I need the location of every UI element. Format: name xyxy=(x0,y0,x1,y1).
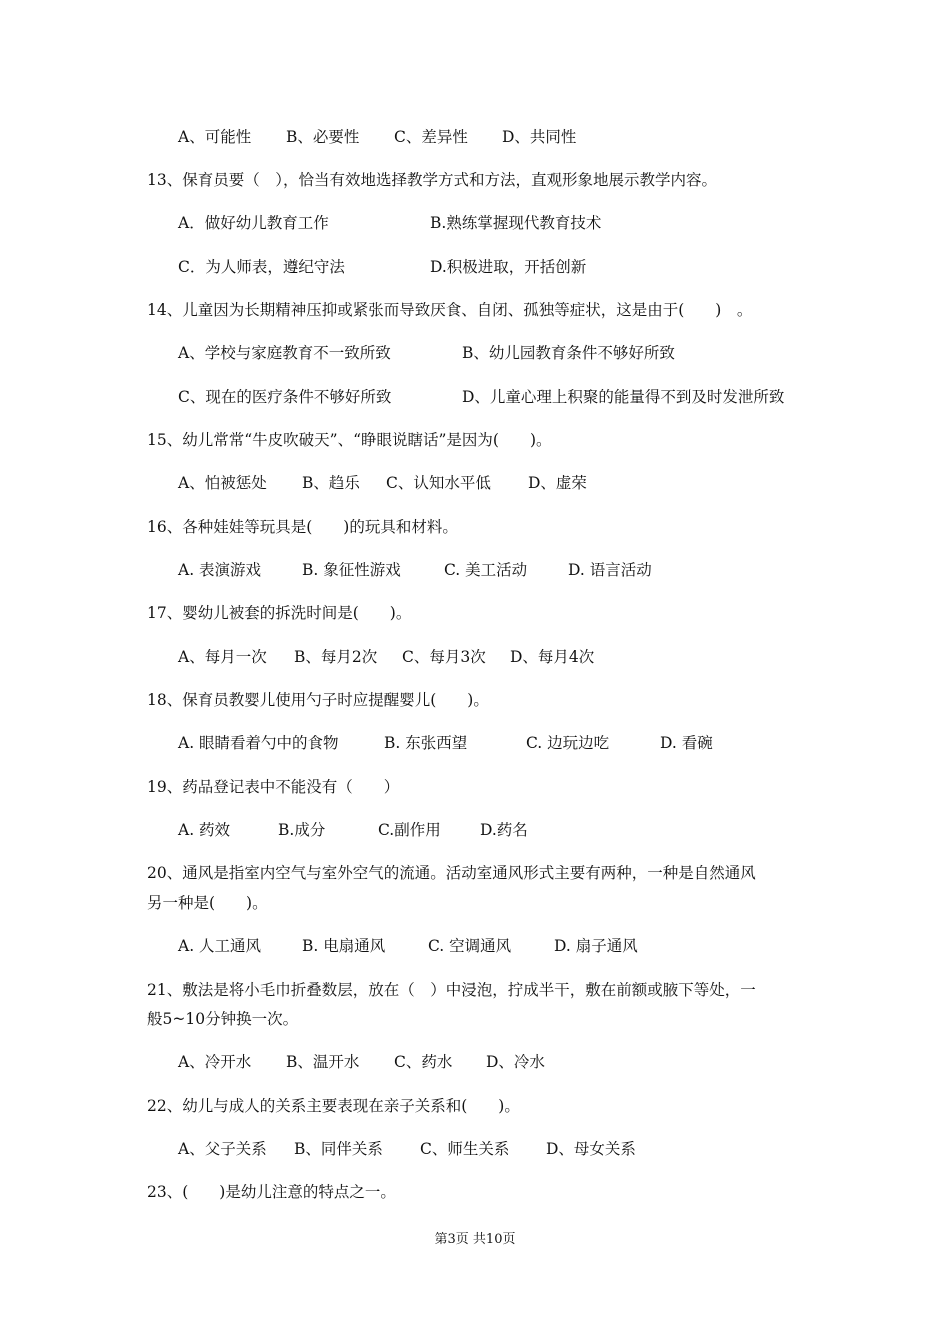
answer-option: A、冷开水 xyxy=(178,1053,252,1071)
answer-option: B.熟练掌握现代教育技术 xyxy=(430,214,602,232)
answer-option: B、幼儿园教育条件不够好所致 xyxy=(462,344,675,362)
option-row xyxy=(178,936,664,956)
option-row xyxy=(178,647,610,667)
option-row xyxy=(178,127,602,147)
answer-option: A、每月一次 xyxy=(178,648,267,666)
answer-option: C、师生关系 xyxy=(420,1140,510,1158)
answer-option: D.药名 xyxy=(480,821,528,839)
question-text: 另一种是( )。 xyxy=(147,894,268,912)
answer-option: A、父子关系 xyxy=(178,1140,267,1158)
page-footer: 第3页 共10页 xyxy=(434,1232,516,1247)
question-text: 18、保育员教婴儿使用勺子时应提醒婴儿( )。 xyxy=(147,691,489,709)
option-row xyxy=(178,560,678,580)
answer-option: B. 电扇通风 xyxy=(302,937,386,955)
answer-option: B. 东张西望 xyxy=(384,734,468,752)
question-text: 16、各种娃娃等玩具是( )的玩具和材料。 xyxy=(147,518,458,536)
answer-option: A. 药效 xyxy=(178,821,231,839)
answer-option: C. 美工活动 xyxy=(444,561,528,579)
question-text: 17、婴幼儿被套的拆洗时间是( )。 xyxy=(147,604,412,622)
answer-option: D、每月4次 xyxy=(510,648,595,666)
option-row xyxy=(178,473,608,493)
option-row xyxy=(178,257,650,277)
question-text: 15、幼儿常常“牛皮吹破天”、“睁眼说瞎话”是因为( )。 xyxy=(147,431,552,449)
option-row xyxy=(178,213,650,233)
answer-option: C、药水 xyxy=(394,1053,453,1071)
answer-option: B、趋乐 xyxy=(302,474,360,492)
answer-option: A、可能性 xyxy=(178,128,252,146)
question-text: 20、通风是指室内空气与室外空气的流通。活动室通风形式主要有两种，一种是自然通风 xyxy=(147,864,756,882)
answer-option: C、现在的医疗条件不够好所致 xyxy=(178,388,392,406)
answer-option: C．为人师表，遵纪守法 xyxy=(178,258,345,276)
answer-option: A. 眼睛看着勺中的食物 xyxy=(178,734,339,752)
answer-option: D.积极进取，开括创新 xyxy=(430,258,587,276)
answer-option: C. 边玩边吃 xyxy=(526,734,610,752)
answer-option: C.副作用 xyxy=(378,821,441,839)
question-text: 19、药品登记表中不能没有（ ） xyxy=(147,778,400,796)
answer-option: D、儿童心理上积聚的能量得不到及时发泄所致 xyxy=(462,388,785,406)
option-row xyxy=(178,1052,566,1072)
answer-option: D. 扇子通风 xyxy=(554,937,638,955)
answer-option: C、差异性 xyxy=(394,128,468,146)
answer-option: B. 象征性游戏 xyxy=(302,561,401,579)
question-text: 23、( )是幼儿注意的特点之一。 xyxy=(147,1183,396,1201)
question-text: 14、儿童因为长期精神压抑或紧张而导致厌食、自闭、孤独等症状，这是由于( ) 。 xyxy=(147,301,753,319)
answer-option: D、共同性 xyxy=(502,128,577,146)
answer-option: D、母女关系 xyxy=(546,1140,636,1158)
option-row xyxy=(178,820,560,840)
option-row xyxy=(178,343,762,363)
answer-option: C、每月3次 xyxy=(402,648,486,666)
answer-option: D. 语言活动 xyxy=(568,561,652,579)
question-text: 22、幼儿与成人的关系主要表现在亲子关系和( )。 xyxy=(147,1097,520,1115)
answer-option: C. 空调通风 xyxy=(428,937,512,955)
answer-option: B、同伴关系 xyxy=(294,1140,383,1158)
answer-option: D、冷水 xyxy=(486,1053,545,1071)
answer-option: A. 人工通风 xyxy=(178,937,262,955)
question-text: 13、保育员要（ ），恰当有效地选择教学方式和方法，直观形象地展示教学内容。 xyxy=(147,171,717,189)
option-row xyxy=(178,733,740,753)
answer-option: B、每月2次 xyxy=(294,648,378,666)
answer-option: A．做好幼儿教育工作 xyxy=(178,214,329,232)
answer-option: B.成分 xyxy=(278,821,326,839)
question-text: 21、敷法是将小毛巾折叠数层，放在（ ）中浸泡，拧成半干，敷在前额或腋下等处，一 xyxy=(147,981,756,999)
answer-option: B、温开水 xyxy=(286,1053,360,1071)
answer-option: D. 看碗 xyxy=(660,734,713,752)
question-text: 般5~10分钟换一次。 xyxy=(147,1010,299,1028)
answer-option: B、必要性 xyxy=(286,128,360,146)
answer-option: A. 表演游戏 xyxy=(178,561,262,579)
answer-option: C、认知水平低 xyxy=(386,474,491,492)
option-row xyxy=(178,387,862,407)
answer-option: A、学校与家庭教育不一致所致 xyxy=(178,344,391,362)
answer-option: A、怕被惩处 xyxy=(178,474,267,492)
option-row xyxy=(178,1139,646,1159)
answer-option: D、虚荣 xyxy=(528,474,587,492)
